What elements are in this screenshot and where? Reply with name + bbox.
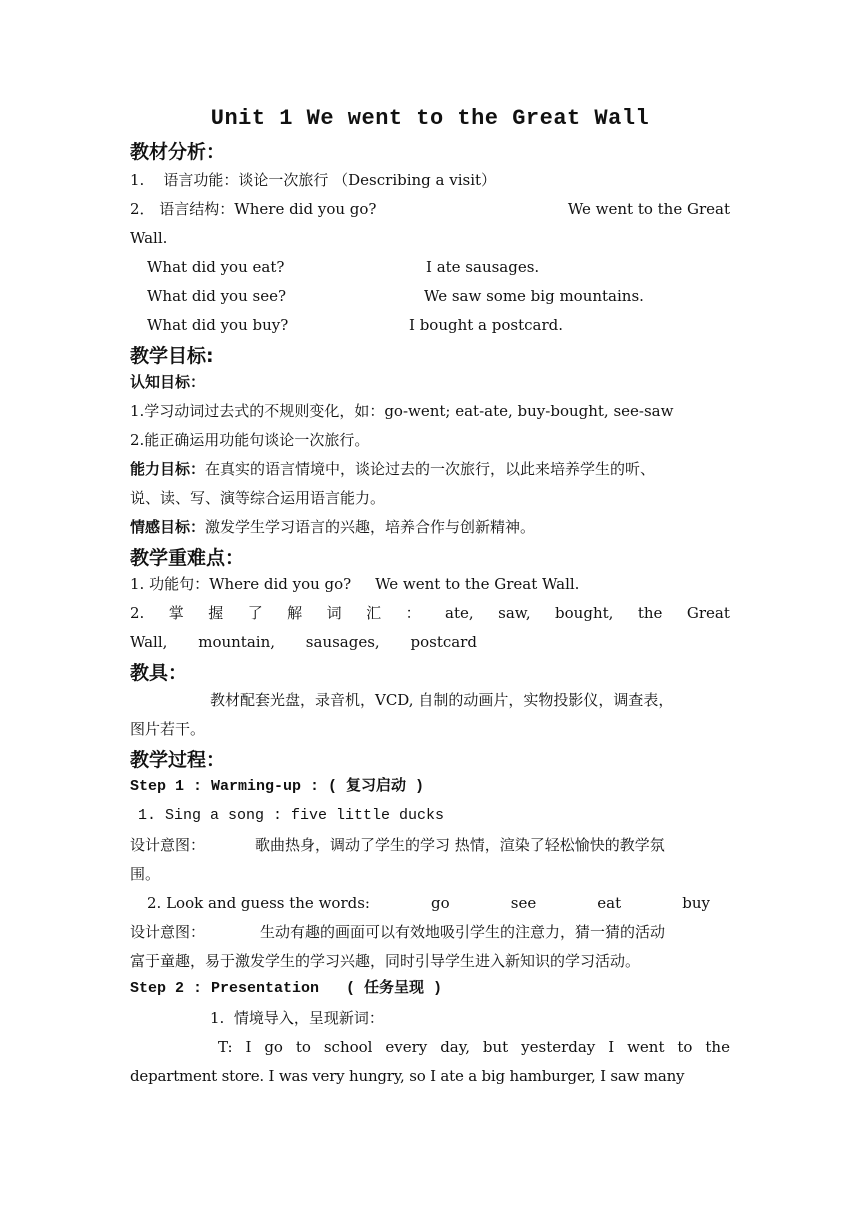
keypoint-2-word: 了 <box>247 604 263 622</box>
t-word: went <box>627 1038 665 1056</box>
keypoint-2-cont <box>130 632 477 652</box>
pair-answer-2: We saw some big mountains. <box>424 287 644 305</box>
t-word: day, <box>440 1038 470 1056</box>
emotion-label: 情感目标： <box>130 518 206 536</box>
guess-word: see <box>510 894 537 912</box>
keypoint-2-word: ： <box>405 604 421 622</box>
keypoint-2-word: Great <box>686 604 730 622</box>
process-heading: 教学过程： <box>130 749 226 771</box>
ability-line <box>130 459 655 479</box>
keypoint-2-word: the <box>637 604 663 622</box>
keypoint-2-word: 词 <box>326 604 342 622</box>
design-label: 设计意图： <box>130 923 206 941</box>
step-1-item-2-text: 2. Look and guess the words: <box>147 894 370 912</box>
keypoint-2-cont-word: postcard <box>410 633 477 651</box>
t-word: I <box>245 1038 252 1056</box>
ability-text: 在真实的语言情境中，谈论过去的一次旅行，以此来培养学生的听、 <box>205 460 656 478</box>
keypoint-2-word: saw, <box>498 604 531 622</box>
cognitive-item-1: 1.学习动词过去式的不规则变化，如：go-went; eat-ate, buy-bought, see-saw <box>130 402 674 420</box>
step-1-item-2 <box>147 893 710 913</box>
document-title: Unit 1 We went to the Great Wall <box>210 106 650 131</box>
keypoint-2-word: 解 <box>287 604 303 622</box>
analysis-heading: 教材分析： <box>130 141 226 163</box>
pair-answer-3: I bought a postcard. <box>409 316 563 334</box>
pair-question-3: What did you buy? <box>147 316 289 334</box>
analysis-item-1: 1. 语言功能：谈论一次旅行 （Describing a visit） <box>130 171 497 189</box>
design-label: 设计意图： <box>130 836 206 854</box>
step-1-item-1: 1. Sing a song : five little ducks <box>138 807 445 824</box>
t-word: every <box>385 1038 428 1056</box>
keypoint-2-word: 2. <box>130 604 145 622</box>
t-word: but <box>482 1038 509 1056</box>
pair-question-1: What did you eat? <box>147 258 285 276</box>
pair-question-2: What did you see? <box>147 287 287 305</box>
ability-label: 能力目标： <box>130 460 206 478</box>
step-2-t-line <box>218 1037 730 1057</box>
ability-cont: 说、读、写、演等综合运用语言能力。 <box>130 489 386 507</box>
analysis-item-2-cont: Wall. <box>130 229 168 247</box>
keypoint-2-cont-word: sausages, <box>305 633 380 651</box>
guess-word: eat <box>597 894 622 912</box>
analysis-item-2-left: 2． 语言结构：Where did you go? <box>130 200 377 218</box>
keypoint-2-cont-word: mountain, <box>198 633 275 651</box>
t-word: the <box>705 1038 730 1056</box>
keypoint-2-word: ate, <box>445 604 474 622</box>
step-1-heading: Step 1 : Warming-up : ( 复习启动 ) <box>130 778 425 795</box>
t-word: to <box>677 1038 693 1056</box>
emotion-line <box>130 517 535 537</box>
tools-heading: 教具： <box>130 662 188 684</box>
step-1-design-2 <box>130 922 665 942</box>
keypoints-heading: 教学重难点： <box>130 547 245 569</box>
step-1-design-1 <box>130 835 665 855</box>
step-2-heading: Step 2 : Presentation ( 任务呈现 ) <box>130 980 443 997</box>
t-word: yesterday <box>521 1038 596 1056</box>
tools-line-1: 教材配套光盘，录音机，VCD, 自制的动画片，实物投影仪，调查表， <box>210 691 674 709</box>
t-word: I <box>608 1038 615 1056</box>
design-text: 歌曲热身，调动了学生的学习 热情，渲染了轻松愉快的教学氛 <box>255 836 665 854</box>
step-2-item-1: 1. 情境导入，呈现新词： <box>210 1009 384 1027</box>
guess-word: buy <box>682 894 710 912</box>
tools-line-2: 图片若干。 <box>130 720 206 738</box>
step-2-t-cont: department store. I was very hungry, so I ate a big hamburger, I saw many <box>130 1067 685 1085</box>
keypoint-1: 1. 功能句：Where did you go? We went to the Great Wall. <box>130 575 580 593</box>
step-1-design-2-cont: 富于童趣，易于激发学生的学习兴趣，同时引导学生进入新知识的学习活动。 <box>130 952 641 970</box>
analysis-item-2 <box>130 199 730 219</box>
keypoint-2 <box>130 603 730 623</box>
cognitive-item-2: 2.能正确运用功能句谈论一次旅行。 <box>130 431 370 449</box>
keypoint-2-word: 掌 <box>168 604 184 622</box>
design-text: 生动有趣的画面可以有效地吸引学生的注意力，猜一猜的活动 <box>260 923 666 941</box>
keypoint-2-cont-word: Wall, <box>130 633 168 651</box>
t-word: to <box>295 1038 311 1056</box>
keypoint-2-word: 握 <box>208 604 224 622</box>
t-word: go <box>264 1038 283 1056</box>
guess-word: go <box>431 894 450 912</box>
t-word: school <box>323 1038 373 1056</box>
pair-answer-1: I ate sausages. <box>426 258 540 276</box>
keypoint-2-word: 汇 <box>366 604 382 622</box>
goals-heading: 教学目标: <box>130 345 214 367</box>
analysis-item-2-right: We went to the Great <box>567 200 730 218</box>
emotion-text: 激发学生学习语言的兴趣，培养合作与创新精神。 <box>205 518 536 536</box>
step-1-design-1-cont: 围。 <box>130 865 161 883</box>
t-word: T: <box>218 1038 233 1056</box>
keypoint-2-word: bought, <box>555 604 614 622</box>
cognitive-label: 认知目标： <box>130 373 206 391</box>
